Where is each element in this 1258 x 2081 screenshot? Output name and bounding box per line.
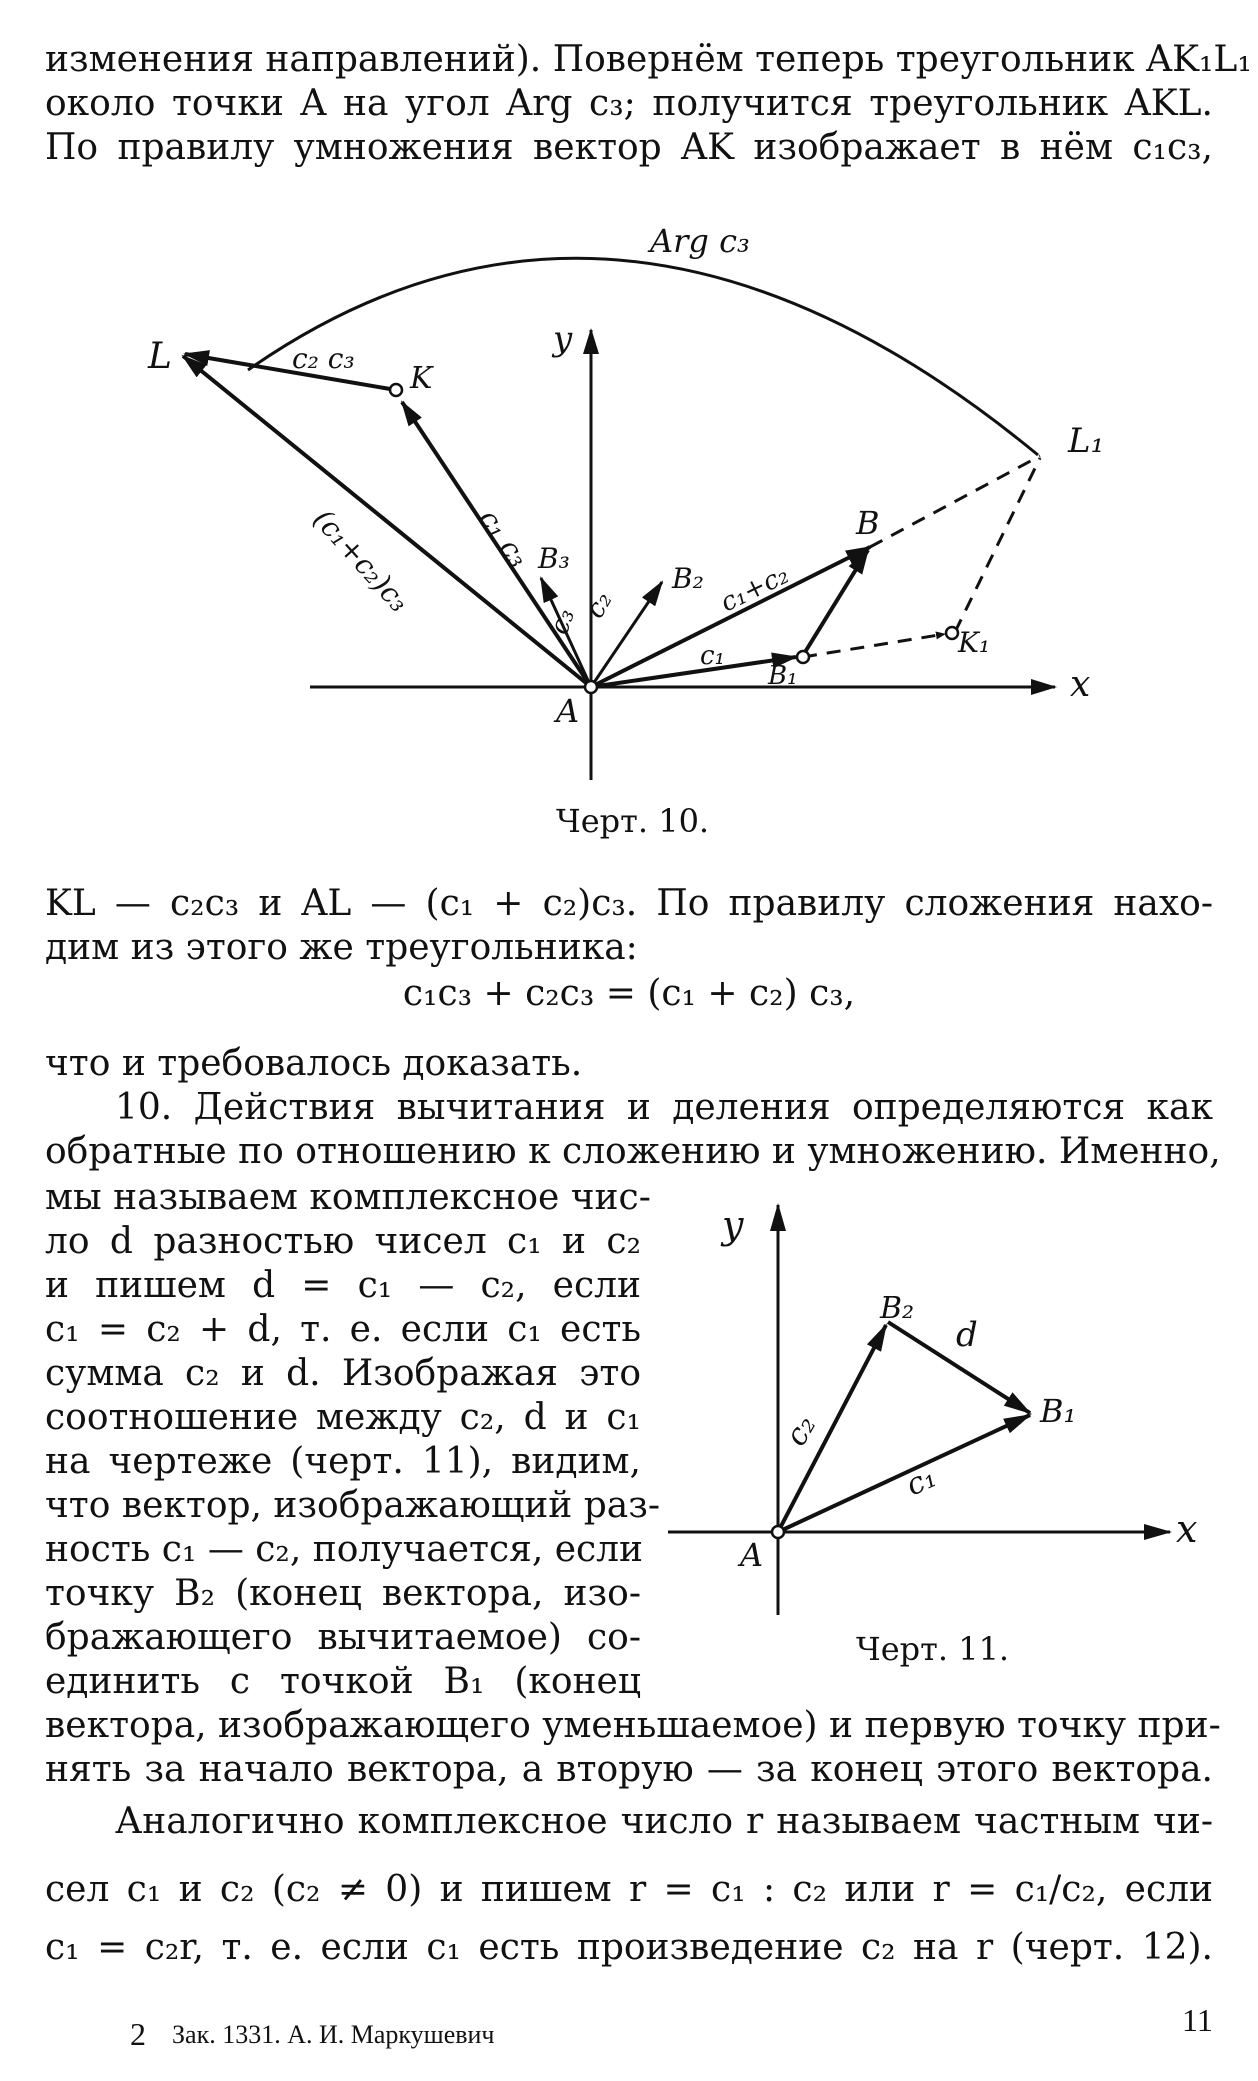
label-x: x <box>1176 1507 1198 1551</box>
page-number: 11 <box>1182 2002 1213 2038</box>
text-line: c₁ = c₂ + d, т. е. если c₁ есть <box>45 1309 641 1350</box>
text-line: ность c₁ — c₂, получается, если <box>45 1529 644 1570</box>
dashed-k1-l1 <box>955 458 1040 632</box>
label-c1-plus-c2: c₁+c₂ <box>715 559 794 619</box>
point-k <box>390 384 402 396</box>
text-line: ло d разностью чисел c₁ и c₂ <box>45 1221 641 1262</box>
label-a: A <box>740 1536 764 1574</box>
dashed-b1-k1 <box>803 634 945 657</box>
label-b: B <box>856 504 880 542</box>
label-c1: c₁ <box>901 1459 942 1504</box>
label-c2c3: c₂ c₃ <box>292 342 355 375</box>
text-line: что вектор, изображающий раз- <box>45 1485 661 1526</box>
label-c1c3: c₁ c₃ <box>472 503 536 574</box>
figure-11 <box>660 1180 1220 1620</box>
text-line: сел c₁ и c₂ (c₂ ≠ 0) и пишем r = c₁ : c₂ или r = c₁/c₂, если <box>45 1869 1213 1910</box>
dashed-b-l1 <box>870 456 1040 547</box>
label-l1: L₁ <box>1068 421 1105 461</box>
label-x: x <box>1070 664 1091 705</box>
label-b1: B₁ <box>768 661 798 691</box>
point-b1 <box>797 651 809 663</box>
text-line: дим из этого же треугольника: <box>45 927 638 968</box>
text-line: около точки A на угол Arg c₃; получится треугольник AKL. <box>45 83 1213 124</box>
label-c2: c₂ <box>580 586 619 624</box>
text-line: обратные по отношению к сложению и умножению. Именно, <box>45 1131 1221 1172</box>
label-y: y <box>553 319 573 359</box>
label-c3: c₃ <box>544 604 582 639</box>
text-line: соотношение между c₂, d и c₁ <box>45 1397 641 1438</box>
text-line: изменения направлений). Повернём теперь треугольник AK₁L₁ <box>45 39 1252 80</box>
label-b1: B₁ <box>1040 1392 1077 1430</box>
imprint-line: Зак. 1331. А. И. Маркушевич <box>172 2020 495 2049</box>
text-line: и пишем d = c₁ — c₂, если <box>45 1265 641 1306</box>
label-arg-c3: Arg c₃ <box>650 222 750 260</box>
text-line: что и требовалось доказать. <box>45 1043 583 1084</box>
figure-10 <box>0 210 1258 830</box>
arg-c3-arc <box>248 258 1038 455</box>
text-line: мы называем комплексное чис- <box>45 1177 651 1218</box>
label-b2: B₂ <box>880 1291 915 1326</box>
label-b2: B₂ <box>672 562 704 595</box>
point-a <box>772 1526 784 1538</box>
formula: c₁c₃ + c₂c₃ = (c₁ + c₂) c₃, <box>402 973 856 1014</box>
label-d: d <box>956 1315 978 1355</box>
text-line: бражающего вычитаемое) со- <box>45 1617 641 1658</box>
label-l: L <box>148 336 172 377</box>
text-line: единить с точкой B₁ (конец <box>45 1661 641 1702</box>
label-b3: B₃ <box>538 542 570 575</box>
point-k1 <box>946 627 958 639</box>
label-k: K <box>410 361 433 396</box>
text-line: Аналогично комплексное число r называем частным чи- <box>115 1801 1213 1842</box>
label-c2: c₂ <box>778 1409 824 1452</box>
label-c1: c₁ <box>700 641 725 671</box>
label-a: A <box>556 692 580 730</box>
label-sum-c3: (c₁+c₂)c₃ <box>306 502 416 619</box>
label-y: y <box>722 1203 744 1247</box>
text-line: вектора, изображающего уменьшаемое) и первую точку при- <box>45 1705 1221 1746</box>
figure-10-caption: Черт. 10. <box>556 802 710 840</box>
text-line: нять за начало вектора, а вторую — за конец этого вектора. <box>45 1749 1213 1790</box>
text-line: По правилу умножения вектор AK изображает в нём c₁c₃, <box>45 127 1213 168</box>
point-a <box>585 681 597 693</box>
text-line: c₁ = c₂r, т. е. если c₁ есть произведение c₂ на r (черт. 12). <box>45 1927 1213 1968</box>
label-k1: K₁ <box>958 626 991 659</box>
text-line: точку B₂ (конец вектора, изо- <box>45 1573 641 1614</box>
text-line: KL — c₂c₃ и AL — (c₁ + c₂)c₃. По правилу сложения нахо- <box>45 883 1213 924</box>
text-line: сумма c₂ и d. Изображая это <box>45 1353 641 1394</box>
sheet-signature: 2 <box>130 2016 146 2052</box>
text-line: 10. Действия вычитания и деления определяются как <box>115 1087 1213 1128</box>
text-line: на чертеже (черт. 11), видим, <box>45 1441 641 1482</box>
vector-sum-c3 <box>183 356 591 687</box>
figure-11-caption: Черт. 11. <box>856 1630 1010 1668</box>
